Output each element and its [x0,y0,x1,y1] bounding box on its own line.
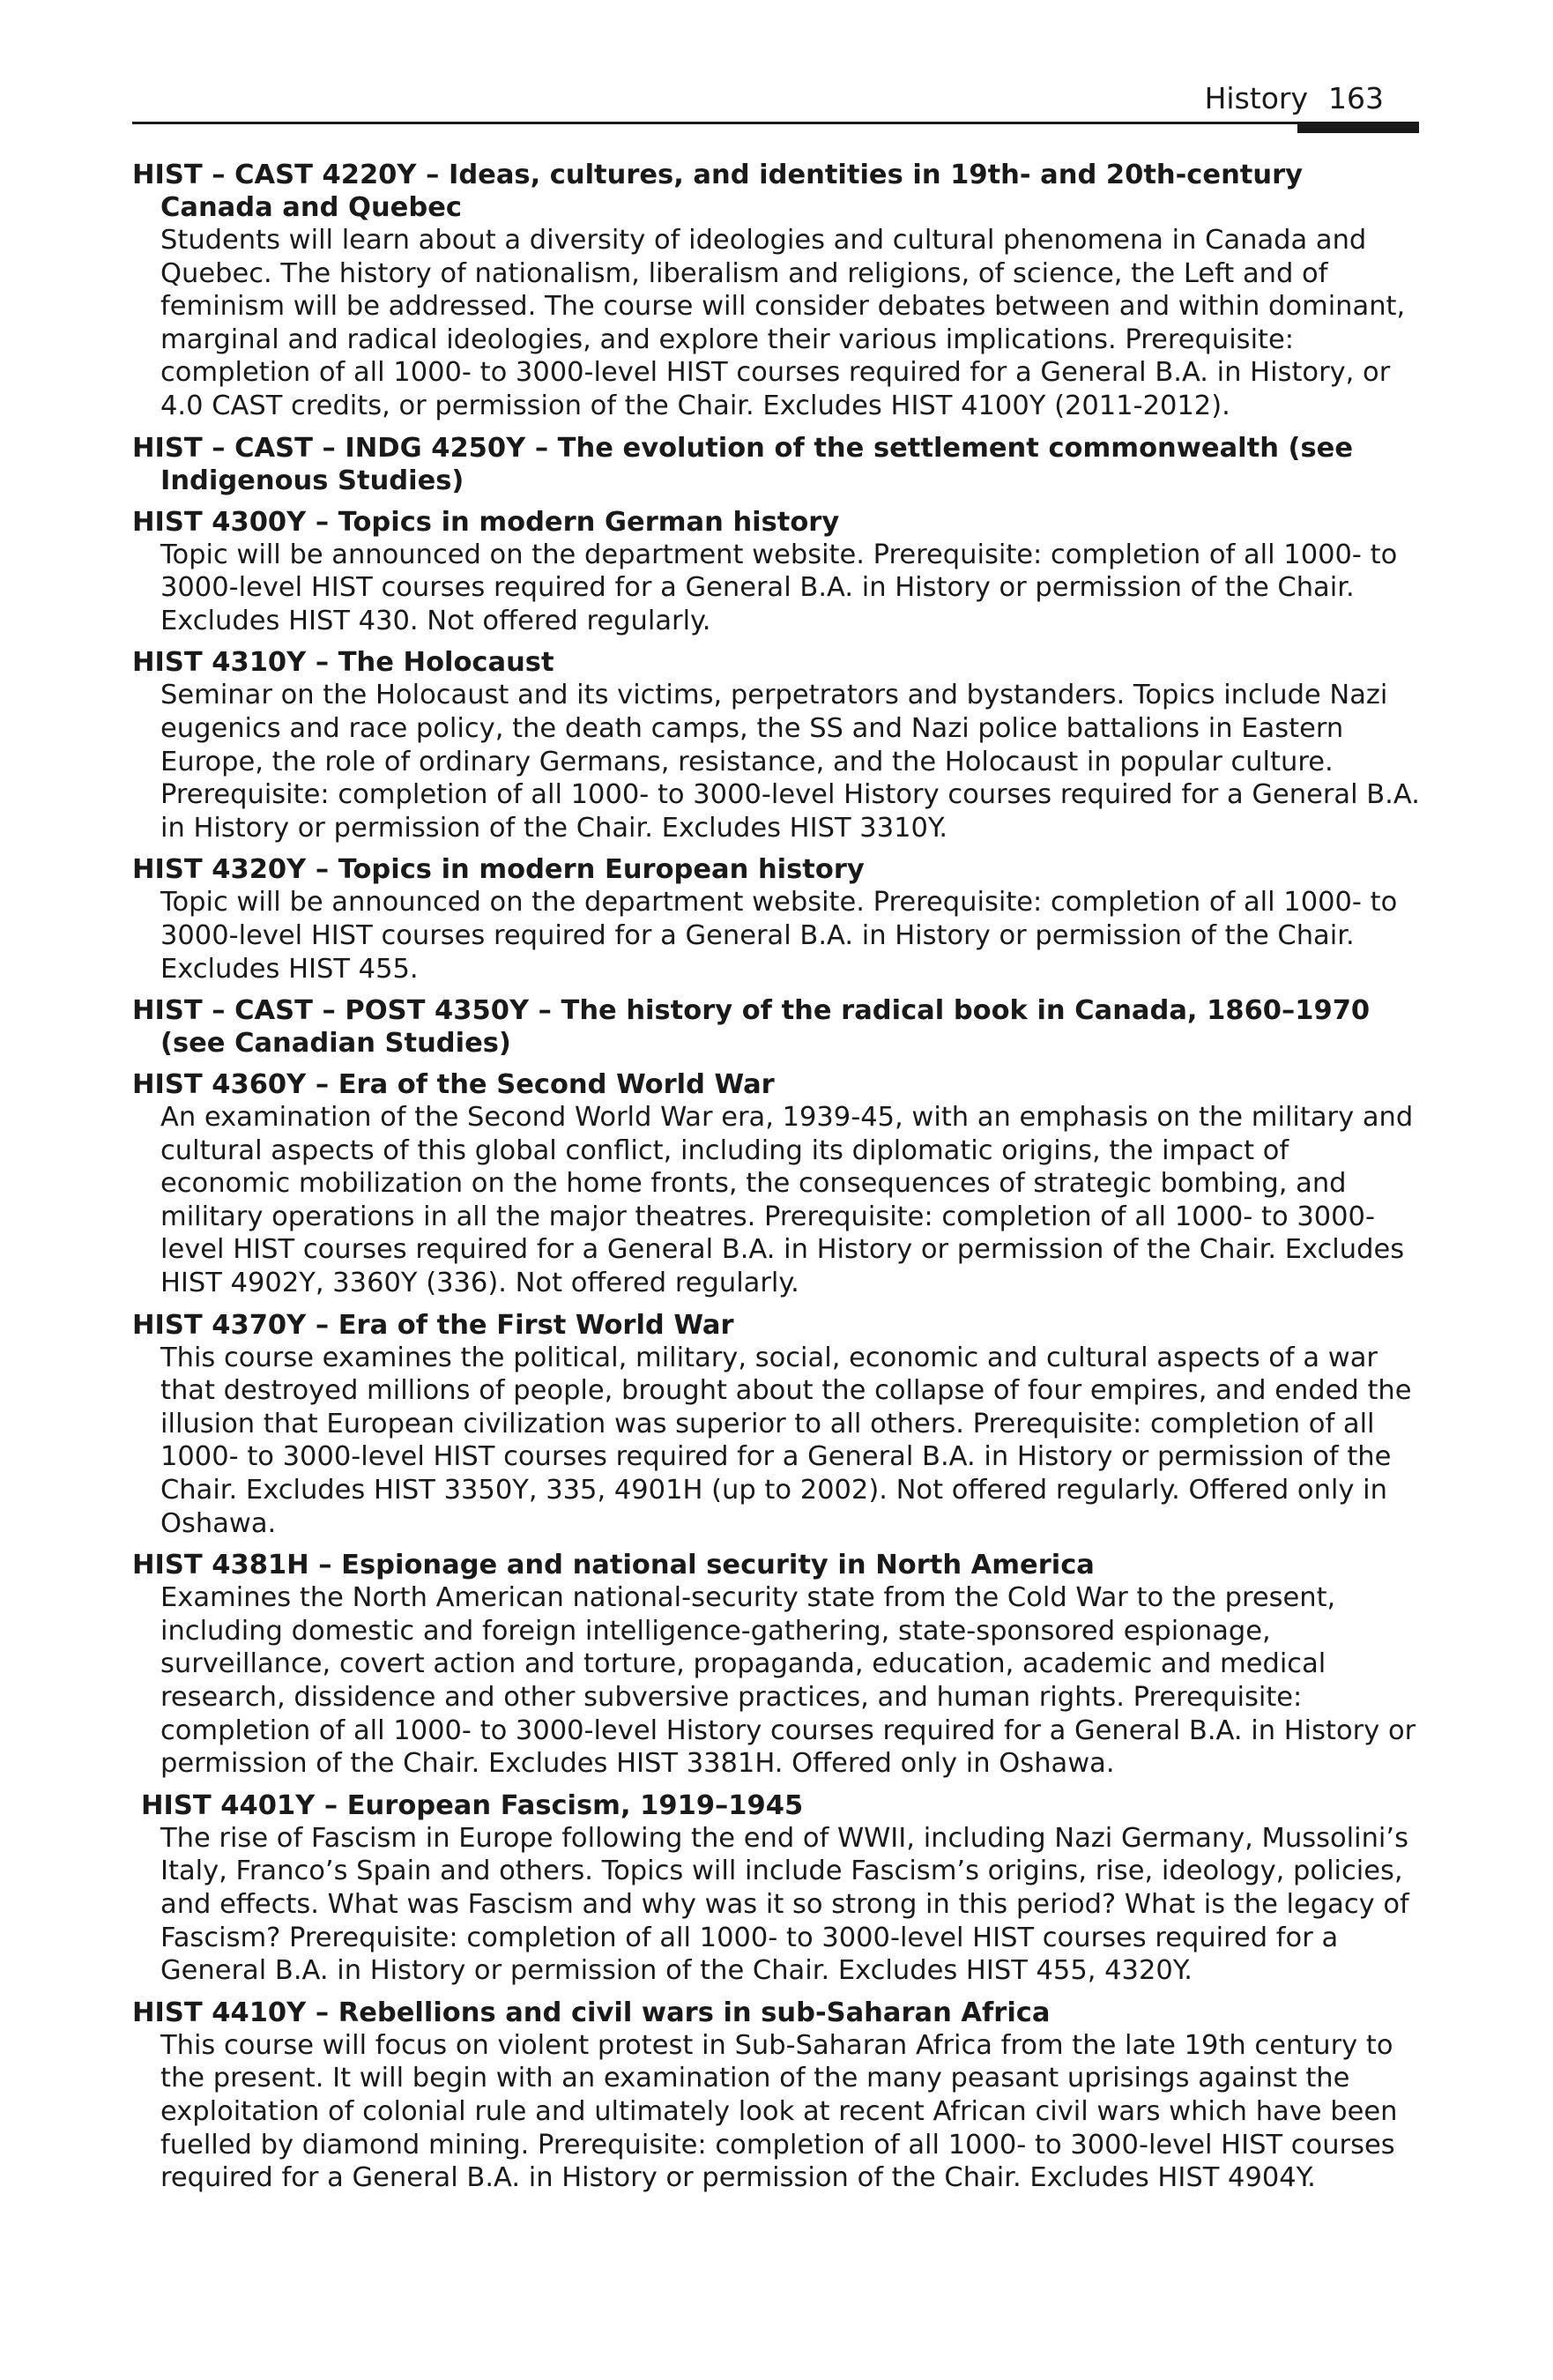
course-description: Seminar on the Holocaust and its victims, perpetrators and bystanders. Topics include Nazi eugenics and race policy, the death camps, the SS and Nazi police battalions in Eastern Europe, the role of ordinary Germans, resistance, and the Holocaust in popular culture. Prerequisite: completion of all 1000- to 3000-level History courses required for a General B.A. in History or permission of the Chair. Excludes HIST 3310Y. [160,680,1420,844]
course-entry [132,1549,1421,1781]
course-title: HIST 4360Y – Era of the Second World War [132,1069,775,1101]
course-entry [132,853,1421,985]
course-entry [132,1309,1421,1541]
course-description: Students will learn about a diversity of ideologies and cultural phenomena in Canada and Quebec. The history of nationalism, liberalism and religions, of science, the Left and of feminism will be addressed. The course will consider debates between and within dominant, marginal and radical ideologies, and explore their various implications. Prerequisite: completion of all 1000- to 3000-level HIST courses required for a General B.A. in History, or 4.0 CAST credits, or permission of the Chair. Excludes HIST 4100Y (2011-2012). [160,225,1406,421]
course-description: An examination of the Second World War era, 1939-45, with an emphasis on the military and cultural aspects of this global conflict, including its diplomatic origins, the impact of economic mobilization on the home fronts, the consequences of strategic bombing, and military operations in all the major theatres. Prerequisite: completion of all 1000- to 3000-level HIST courses required for a General B.A. in History or permission of the Chair. Excludes HIST 4902Y, 3360Y (336). Not offered regularly. [160,1102,1414,1299]
course-title: HIST 4310Y – The Holocaust [132,647,554,679]
course-description: This course examines the political, military, social, economic and cultural aspects of a war that destroyed millions of people, brought about the collapse of four empires, and ended the illusion that European civilization was superior to all others. Prerequisite: completion of all 1000- to 3000-level HIST courses required for a General B.A. in History or permission of the Chair. Excludes HIST 3350Y, 335, 4901H (up to 2002). Not offered regularly. Offered only in Oshawa. [160,1342,1412,1539]
course-title: HIST – CAST – INDG 4250Y – The evolution of the settlement commonwealth (see Indigenous Studies) [132,432,1354,496]
course-description: The rise of Fascism in Europe following the end of WWII, including Nazi Germany, Mussolini’s Italy, Franco’s Spain and others. Topics will include Fascism’s origins, rise, ideology, policies, and effects. What was Fascism and why was it so strong in this period? What is the legacy of Fascism? Prerequisite: completion of all 1000- to 3000-level HIST courses required for a General B.A. in History or permission of the Chair. Excludes HIST 455, 4320Y. [160,1822,1409,1987]
course-title: HIST 4300Y – Topics in modern German history [132,506,840,538]
course-entry [132,159,1421,423]
course-entry [132,432,1421,497]
course-title: HIST 4381H – Espionage and national security in North America [132,1550,1095,1581]
course-title: HIST 4320Y – Topics in modern European history [132,854,865,886]
course-description: Topic will be announced on the department website. Prerequisite: completion of all 1000- to 3000-level HIST courses required for a General B.A. in History or permission of the Chair. Excludes HIST 455. [160,887,1398,985]
course-title: HIST 4410Y – Rebellions and civil wars in sub-Saharan Africa [132,1997,1051,2028]
course-list [132,159,1421,2204]
page-number: 163 [1328,81,1384,115]
course-entry [132,994,1421,1060]
course-entry [132,646,1421,844]
header-rule [132,122,1419,124]
course-description: This course will focus on violent protest in Sub-Saharan Africa from the late 19th century to the present. It will begin with an examination of the many peasant uprisings against the exploitation of colonial rule and ultimately look at recent African civil wars which have been fuelled by diamond mining. Prerequisite: completion of all 1000- to 3000-level HIST courses required for a General B.A. in History or permission of the Chair. Excludes HIST 4904Y. [160,2029,1398,2194]
course-entry [132,1068,1421,1300]
course-description: Examines the North American national-security state from the Cold War to the present, including domestic and foreign intelligence-gathering, state-sponsored espionage, surveillance, covert action and torture, propaganda, education, academic and medical research, dissidence and other subversive practices, and human rights. Prerequisite: completion of all 1000- to 3000-level History courses required for a General B.A. in History or permission of the Chair. Excludes HIST 3381H. Offered only in Oshawa. [160,1582,1416,1780]
course-title: HIST – CAST 4220Y – Ideas, cultures, and identities in 19th- and 20th-century Canada and Quebec [132,160,1304,223]
course-entry [132,1997,1421,2195]
course-title: HIST 4370Y – Era of the First World War [132,1309,734,1341]
section-name: History [1204,81,1308,115]
course-entry [132,506,1421,638]
course-title: HIST 4401Y – European Fascism, 1919–1945 [141,1789,804,1821]
course-entry [132,1789,1421,1988]
running-header [132,78,1419,123]
header-tab-bar [1297,122,1419,133]
course-description: Topic will be announced on the department website. Prerequisite: completion of all 1000- to 3000-level HIST courses required for a General B.A. in History or permission of the Chair. Excludes HIST 430. Not offered regularly. [160,539,1398,636]
course-title: HIST – CAST – POST 4350Y – The history of the radical book in Canada, 1860–1970 (see Canadian Studies) [132,995,1371,1060]
